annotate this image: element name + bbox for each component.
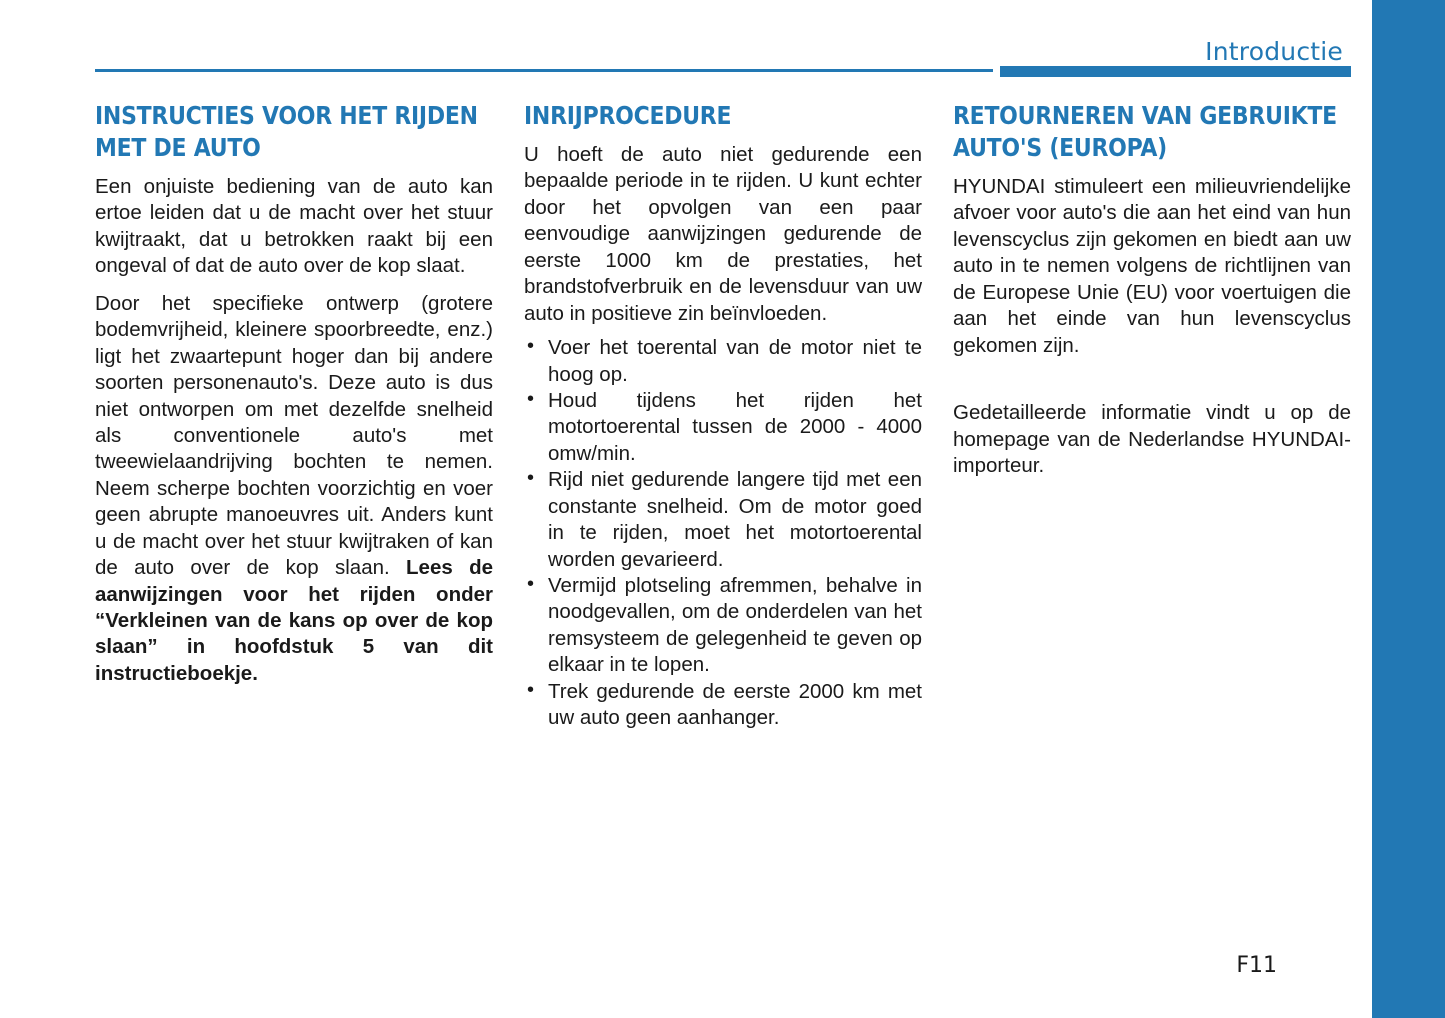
section-heading-driving-instructions: INSTRUCTIES VOOR HET RIJDEN MET DE AUTO (95, 101, 478, 162)
header-section-title: Introductie (1205, 37, 1343, 66)
page-header (95, 37, 1351, 80)
page-edge-accent-bar (1372, 0, 1445, 1018)
paragraph-breakin-1: U hoeft de auto niet gedurende een bepaalde periode in te rijden. U kunt echter door het opvolgen van een paar eenvoudige aanwijzingen gedurende de eerste 1000 km de prestaties, het brandstofverbruik en de levensduur van uw auto in positieve zin beïnvloeden. (524, 143, 922, 325)
section-heading-break-in-procedure: INRIJPROCEDURE (524, 101, 732, 130)
list-item: • Houd tijdens het rijden het motortoerental tussen de 2000 - 4000 omw/min. (524, 388, 922, 467)
column-driving-instructions (95, 100, 493, 732)
list-item: • Rijd niet gedurende langere tijd met een constante snelheid. Om de motor goed in te rijden, moet het motortoerental worden gevarieerd. (524, 467, 922, 573)
section-heading-vehicle-return: RETOURNEREN VAN GEBRUIKTE AUTO'S (EUROPA) (953, 101, 1337, 162)
paragraph-driving-2-bold-tail: Lees de aanwijzingen voor het rijden onder “Verkleinen van de kans op over de kop slaan” in hoofdstuk 5 van dit instructieboekje. (95, 556, 493, 685)
paragraph-spacer (953, 370, 1351, 400)
paragraph-driving-2-text: Door het specifieke ontwerp (grotere bodemvrijheid, kleinere spoorbreedte, enz.) ligt het zwaartepunt hoger dan bij andere soorten personenauto's. Deze auto is dus niet ontworpen om met dezelfde snelheid als conventionele auto's met tweewielaandrijving bochten te nemen. Neem scherpe bochten voorzichtig en voer geen abrupte manoeuvres uit. Anders kunt u de macht over het stuur kwijtraken of kan de auto over de kop slaan. (95, 291, 493, 580)
content-columns (95, 100, 1351, 732)
header-rule-thick (1000, 66, 1351, 77)
list-item: • Vermijd plotseling afremmen, behalve in noodgevallen, om de onderdelen van het remsysteem de gelegenheid te geven op elkaar in te lopen. (524, 573, 922, 679)
paragraph-return-1: HYUNDAI stimuleert een milieuvriendelijke afvoer voor auto's die aan het eind van hun levenscyclus zijn gekomen en biedt aan uw auto in te nemen volgens de richtlijnen van de Europese Unie (EU) voor voertuigen die aan het einde van hun levenscyclus gekomen zijn. (953, 175, 1351, 357)
header-rule-thin (95, 69, 993, 72)
list-item: • Voer het toerental van de motor niet te hoog op. (524, 335, 922, 388)
paragraph-driving-1: Een onjuiste bediening van de auto kan ertoe leiden dat u de macht over het stuur kwijtraakt, dat u betrokken raakt bij een ongeval of dat de auto over de kop slaat. (95, 175, 493, 278)
list-item: • Trek gedurende de eerste 2000 km met uw auto geen aanhanger. (524, 679, 922, 732)
column-break-in-procedure (524, 100, 922, 732)
paragraph-return-2: Gedetailleerde informatie vindt u op de homepage van de Nederlandse HYUNDAI-importeur. (953, 401, 1351, 477)
break-in-bullet-list (524, 335, 922, 732)
paragraph-driving-2 (95, 291, 493, 688)
page-number: F11 (1236, 953, 1277, 978)
column-vehicle-return (953, 100, 1351, 732)
